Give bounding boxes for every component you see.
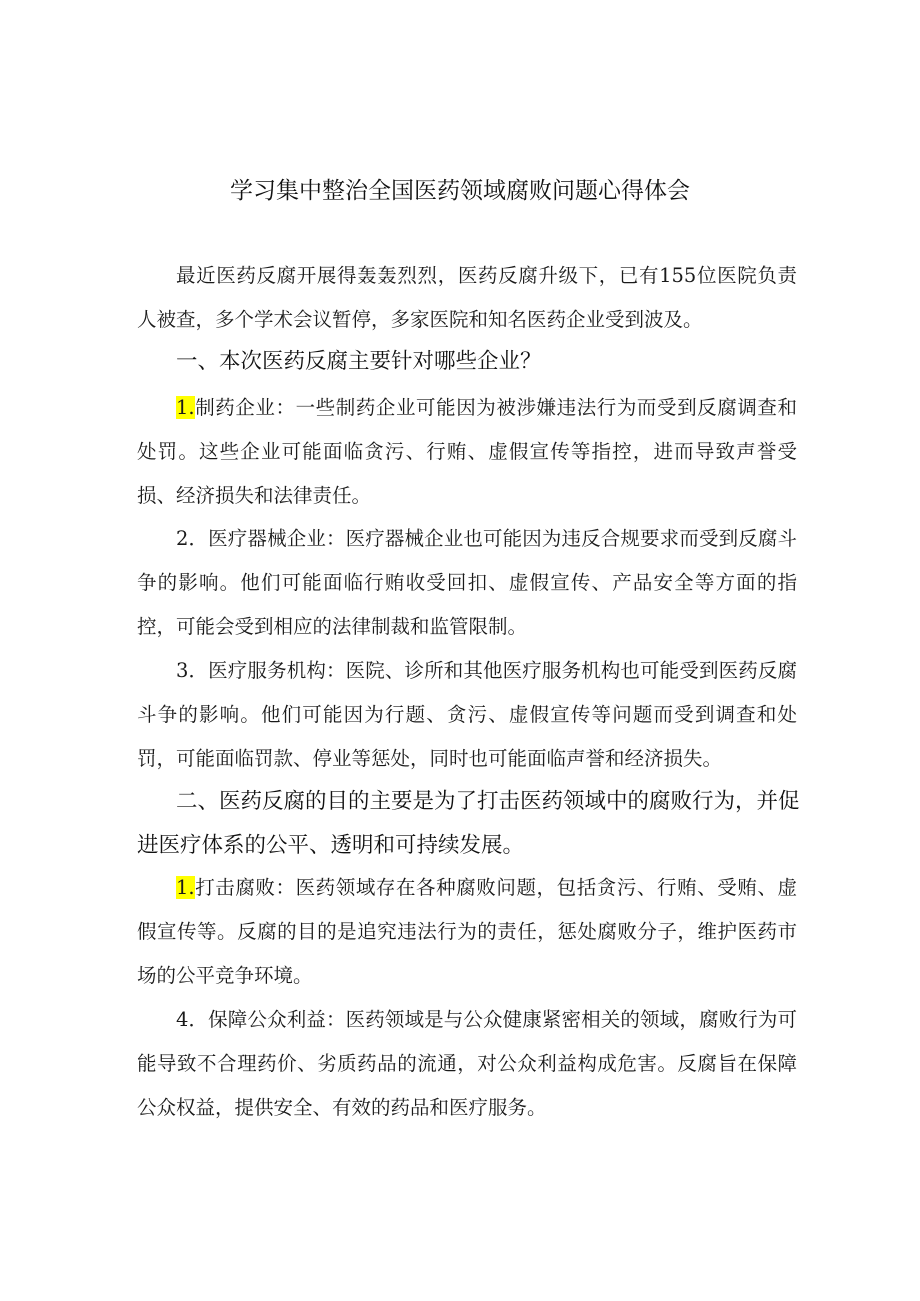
item-number: 3． bbox=[176, 659, 209, 682]
item-number-highlight: 1. bbox=[176, 876, 195, 899]
section2-item-2 bbox=[137, 998, 797, 1130]
item-text: 保障公众利益：医药领域是与公众健康紧密相关的领域，腐败行为可能导致不合理药价、劣质药品的流通，对公众利益构成危害。反腐旨在保障公众权益，提供安全、有效的药品和医疗服务。 bbox=[137, 1008, 797, 1119]
section1-item-2 bbox=[137, 517, 797, 649]
section1-item-1 bbox=[137, 386, 797, 518]
item-text: 打击腐败：医药领域存在各种腐败问题，包括贪污、行贿、受贿、虚假宣传等。反腐的目的是追究违法行为的责任，惩处腐败分子，维护医药市场的公平竞争环境。 bbox=[137, 876, 797, 987]
intro-paragraph: 最近医药反腐开展得轰轰烈烈，医药反腐升级下，已有155位医院负责人被查，多个学术会议暂停，多家医院和知名医药企业受到波及。 bbox=[137, 264, 797, 331]
item-number: 4． bbox=[176, 1008, 209, 1031]
item-text: 医疗服务机构：医院、诊所和其他医疗服务机构也可能受到医药反腐斗争的影响。他们可能因为行题、贪污、虚假宣传等问题而受到调查和处罚，可能面临罚款、停业等惩处，同时也可能面临声誉和经济损失。 bbox=[137, 659, 797, 770]
section1-heading: 一、本次医药反腐主要针对哪些企业？ bbox=[176, 349, 542, 374]
section2-heading: 二、医药反腐的目的主要是为了打击医药领域中的腐败行为，并促进医疗体系的公平、透明和可持续发展。 bbox=[137, 789, 800, 858]
item-text: 制药企业：一些制药企业可能因为被涉嫌违法行为而受到反腐调查和处罚。这些企业可能面临贪污、行贿、虚假宣传等指控，进而导致声誉受损、经济损失和法律责任。 bbox=[137, 396, 797, 507]
document-title: 学习集中整治全国医药领域腐败问题心得体会 bbox=[230, 178, 690, 204]
section2-item-1 bbox=[137, 866, 797, 998]
item-number-highlight: 1. bbox=[176, 396, 195, 419]
section1-item-3 bbox=[137, 649, 797, 781]
item-text: 医疗器械企业：医疗器械企业也可能因为违反合规要求而受到反腐斗争的影响。他们可能面临行贿收受回扣、虚假宣传、产品安全等方面的指控，可能会受到相应的法律制裁和监管限制。 bbox=[137, 527, 797, 638]
item-number: 2． bbox=[176, 527, 209, 550]
